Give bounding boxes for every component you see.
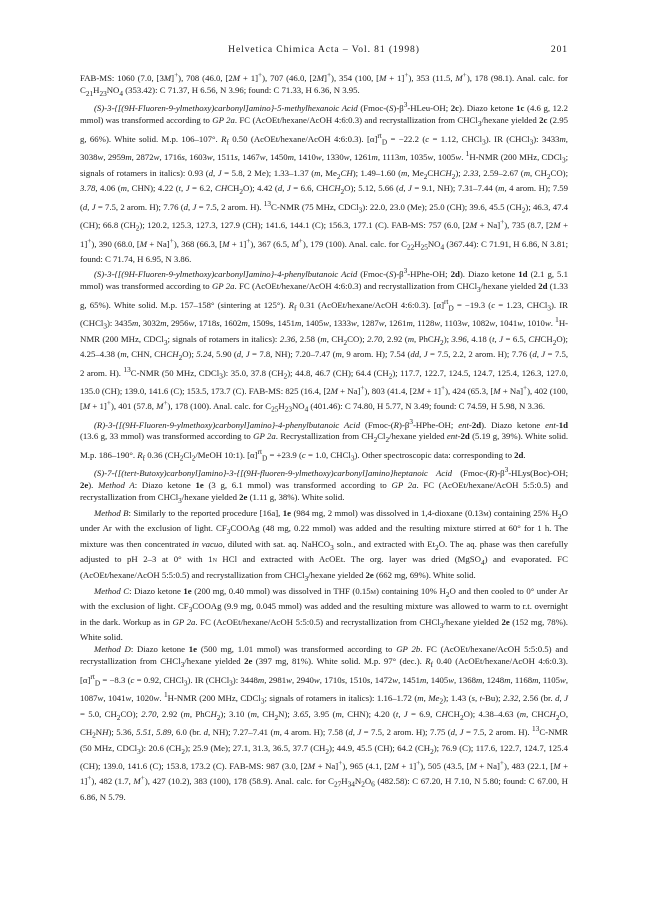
- paragraph-method-b: Method B: Similarly to the reported procedure [16a], 1e (984 mg, 2 mmol) was dissolved in 1,4-dioxane (0.13m) containing 25% $H_2O$ under Ar with the exclusion of light. $CF_3COOAg$ (48 mg, 0.22 mmol) was added and the resulting mixture stirred at 60° for 1 h. The mixture was then concentrated in vacuo, diluted with sat. aq. NaHCO$_3$ soln., and extracted with $Et_2O$. The aq. phase was then carefully adjusted to pH 2–3 at 0° with 1n HCl and extracted with AcOEt. The org. layer was dried (MgSO$_4$) and evaporated. FC (AcOEt/hexane/AcOH 5:5:0.5) and recrystallization from CHCl$_3$/hexane yielded 2e (662 mg, 69%). White solid.: [80, 507, 568, 583]
- paragraph-compound-2d: (S)-3-{[(9H-Fluoren-9-ylmethoxy)carbonyl]amino}-4-phenylbutanoic Acid ($Fmoc-(S)-\beta^3-HPhe-OH$; 2d). Diazo ketone 1d (2.1 g, 5.1 mmol) was transformed according to GP 2a. FC (AcOEt/hexane/AcOH 4:6:0.3) and recrystallization from CHCl$_3$/hexane yielded 2d (1.33 g, 65%). White solid. M.p. 157–158° (sintering at 125°). $R_f$ 0.31 (AcOEt/hexane/AcOH 4:6:0.3). $[\alpha]^{rt}_D = -19.3$ (c = 1.23, CHCl$_3$). IR (CHCl$_3$): 3435m, 3032m, 2956w, 1718s, 1602m, 1509s, 1451m, 1405w, 1333w, 1287w, 1261m, 1128w, 1103w, 1082w, 1041w, 1010w. $^1$H-NMR (200 MHz, CDCl$_3$; signals of rotamers in italics): 2.36, 2.58 (m, $CH_2CO$); 2.70, 2.92 (m, PhCH$_2$); 3.96, 4.18 (t, J = 6.5, $CHCH_2O$); 4.25–4.38 (m, CHN, $CHCH_2O$); 5.24, 5.90 (d, J = 7.8, NH); 7.20–7.47 (m, 9 arom. H); 7.54 (dd, J = 7.5, 2.2, 2 arom. H); 7.76 (d, J = 7.5, 2 arom. H). $^{13}$C-NMR (50 MHz, CDCl$_3$): 35.0, 37.8 $(CH_2)$; 44.8, 46.7 (CH); 64.4 $(CH_2)$; 117.7, 122.7, 124.5, 124.7, 125.4, 126.3, 127.0, 135.0 (CH); 139.0, 141.6 (C); 153.5, 173.7 (C). FAB-MS: 825 (16.4, [2M + Na]+), 803 (41.4, [2M + 1]+), 424 (65.3, [M + Na]+), 402 (100, [M + 1]+), 401 (57.8, M+), 178 (100). Anal. calc. for $C_{25}H_{23}NO_4$ (401.46): C 74.80, H 5.77, N 3.49; found: C 74.59, H 5.98, N 3.36.: [80, 267, 569, 414]
- journal-title: Helvetica Chimica Acta – Vol. 81 (1998): [228, 44, 420, 55]
- paragraph-method-c: Method C: Diazo ketone 1e (200 mg, 0.40 mmol) was dissolved in THF (0.15m) containing 10% $H_2O$ and then cooled to 0° under Ar with the exclusion of light. $CF_3COOAg$ (9.9 mg, 0.045 mmol) was added and the resulting mixture was allowed to warm to r.t. overnight in the dark. Workup as in GP 2a. FC (AcOEt/hexane/AcOH 5:5:0.5) and recrystallization from CHCl$_3$/hexane yielded 2e (152 mg, 78%). White solid.: [80, 585, 568, 643]
- paragraph-method-d: Method D: Diazo ketone 1e (500 mg, 1.01 mmol) was transformed according to GP 2b. FC (AcOEt/hexane/AcOH 5:5:0.5) and recrystallization from CHCl$_3$/hexane yielded 2e (397 mg, 81%). White solid. M.p. 97° (dec.). $R_f$ 0.40 (AcOEt/hexane/AcOH 4:6:0.3). $[\alpha]^{rt}_D = -8.3$ (c = 0.92, CHCl$_3$). IR (CHCl$_3$): 3448m, 2981w, 2940w, 1710s, 1510s, 1472w, 1451m, 1405w, 1368m, 1248m, 1168m, 1105w, 1087w, 1041w, 1020w. $^1$H-NMR (200 MHz, CDCl$_3$; signals of rotamers in italics): 1.16–1.72 (m, $Me_2$); 1.43 (s, t-Bu); 2.32, 2.56 (br. d, J = 5.0, $CH_2CO$); 2.70, 2.92 (m, PhCH$_2$); 3.10 (m, $CH_2N$); 3.65, 3.95 (m, CHN); 4.20 (t, J = 6.9, $CHCH_2O$); 4.38–4.63 (m, $CHCH_2O$, $CH_2NH$); 5.36, 5.51, 5.89, 6.0 (br. d, NH); 7.27–7.41 (m, 4 arom. H); 7.58 (d, J = 7.5, 2 arom. H); 7.75 (d, J = 7.5, 2 arom. H). $^{13}$C-NMR (50 MHz, CDCl$_3$): 20.6 $(CH_2)$; 25.9 (Me); 27.1, 31.3, 36.5, 37.7 $(CH_2)$; 44.9, 45.5 (CH); 64.2 $(CH_2)$; 76.9 (C); 117.6, 122.7, 124.7, 125.4 (CH); 139.0, 141.6 (C); 153.8, 173.2 (C). FAB-MS: 987 (3.0, [2M + Na]+), 965 (4.1, [2M + 1]+), 505 (43.5, [M + Na]+), 483 (22.1, [M + 1]+), 482 (1.7, M+), 427 (10.2), 383 (100), 178 (58.9). Anal. calc. for $C_{27}H_{34}N_2O_6$ (482.58): C 67.20, H 7.10, N 5.80; found: C 67.00, H 6.86, N 5.79.: [80, 644, 569, 802]
- paragraph-compound-2c: (S)-3-{[(9H-Fluoren-9-ylmethoxy)carbonyl]amino}-5-methylhexanoic Acid ($Fmoc-(S)-\beta^3-HLeu-OH$; 2c). Diazo ketone 1c (4.6 g, 12.2 mmol) was transformed according to GP 2a. FC (AcOEt/hexane/AcOH 4:6:0.3) and recrystallization from CHCl$_3$/hexane yielded 2c (2.95 g, 66%). White solid. M.p. 106–107°. $R_f$ 0.50 (AcOEt/hexane/AcOH 4:6:0.3). $[\alpha]^{rt}_D = -22.2$ (c = 1.12, CHCl$_3$). IR (CHCl$_3$): 3433m, 3038w, 2959m, 2872w, 1716s, 1603w, 1511s, 1467w, 1450m, 1410w, 1330w, 1261m, 1113m, 1035w, 1005w. $^1$H-NMR (200 MHz, CDCl$_3$; signals of rotamers in italics): 0.93 (d, J = 5.8, 2 Me); 1.33–1.37 (m, $Me_2CH$); 1.49–1.60 (m, $Me_2CHCH_2$); 2.33, 2.59–2.67 (m, $CH_2CO$); 3.78, 4.06 (m, CHN); 4.22 (t, J = 6.2, $CHCH_2O$); 4.42 (d, J = 6.6, $CHCH_2O$); 5.12, 5.66 (d, J = 9.1, NH); 7.31–7.44 (m, 4 arom. H); 7.59 (d, J = 7.5, 2 arom. H); 7.76 (d, J = 7.5, 2 arom. H). $^{13}$C-NMR (75 MHz, CDCl$_3$): 22.0, 23.0 (Me); 25.0 (CH); 39.6, 45.5 $(CH_2)$; 46.3, 47.4 (CH); 66.8 $(CH_2)$; 120.2, 125.3, 127.3, 127.9 (CH); 141.6, 144.1 (C); 156.3, 177.1 (C). FAB-MS: 757 (6.0, [2M + Na]+), 735 (8.7, [2M + 1]+), 390 (68.0, [M + Na]+), 368 (66.3, [M + 1]+), 367 (6.5, M+), 179 (100). Anal. calc. for $C_{22}H_{25}NO_4$ (367.44): C 71.91, H 6.86, N 3.81; found: C 71.74, H 6.95, N 3.86.: [80, 101, 569, 265]
- paragraph-fab-ms-continuation: FAB-MS: 1060 (7.0, [3M]+), 708 (46.0, [2M + 1]+), 707 (46.0, [2M]+), 354 (100, [M + 1]+), 353 (11.5, M+), 178 (98.1). Anal. calc. for $C_{21}H_{23}NO_4$ (353.42): C 71.37, H 6.56, N 3.96; found: C 71.33, H 6.36, N 3.95.: [80, 71, 568, 98]
- paragraph-compound-ent-2d: (R)-3-{[(9H-Fluoren-9-ylmethoxy)carbonyl]amino}-4-phenylbutanoic Acid ($Fmoc-(R)-\beta^3-HPhe-OH$; ent-2d). Diazo ketone ent-1d (13.6 g, 33 mmol) was transformed according to GP 2a. Recrystallization from $CH_2Cl_2$/hexane yielded ent-2d (5.19 g, 39%). White solid. M.p. 186–190°. $R_f$ 0.36 ($CH_2Cl_2$/MeOH 10:1). $[\alpha]^{rt}_D = +23.9$ (c = 1.0, CHCl$_3$). Other spectroscopic data: corresponding to 2d.: [80, 417, 569, 463]
- paragraph-compound-2e-method-a: (S)-7-{[(tert-Butoxy)carbonyl]amino}-3-{[(9H-fluoren-9-ylmethoxy)carbonyl]amino}heptanoic Acid ($Fmoc-(R)-\beta^3-HLys(Boc)-OH$; 2e). Method A: Diazo ketone 1e (3 g, 6.1 mmol) was transformed according to GP 2a. FC (AcOEt/hexane/AcOH 5:5:0.5) and recrystallization from CHCl$_3$/hexane yielded 2e (1.11 g, 38%). White solid.: [80, 466, 568, 505]
- running-header: [80, 44, 568, 58]
- body-text: [80, 70, 568, 803]
- page-number: 201: [550, 44, 568, 55]
